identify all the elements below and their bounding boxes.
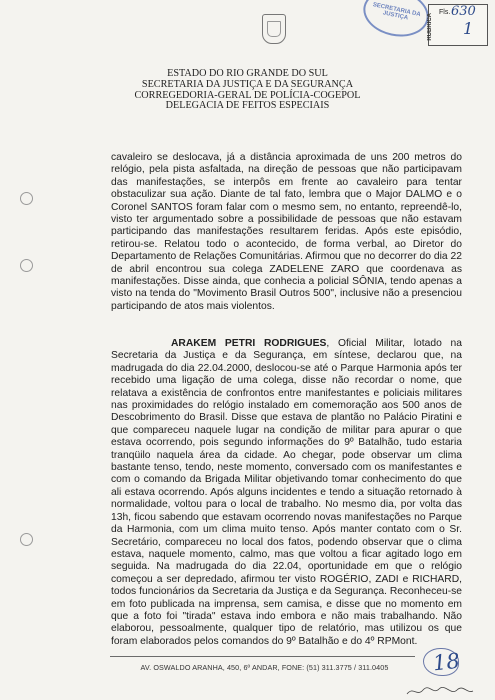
folio-stamp-side-text: RUBRICA	[427, 13, 433, 41]
page-number: 18	[431, 648, 461, 676]
footer-address: AV. OSWALDO ARANHA, 450, 6º ANDAR, FONE: (51) 311.3775 / 311.0405	[140, 663, 389, 672]
paragraph-2-text	[111, 338, 462, 648]
state-coat-of-arms-icon	[262, 14, 286, 44]
header-corregedoria: CORREGEDORIA-GERAL DE POLÍCIA-COGEPOL	[134, 89, 361, 101]
header-state: ESTADO DO RIO GRANDE DO SUL	[167, 68, 328, 79]
witness-statement: , Oficial Militar, lotado na Secretaria da Justiça e da Segurança, em síntese, declarou que, na madrugada do dia 22.04.2000, deslocou-se até o Parque Harmonia após ter recebido uma ligação de uma colega, disse não recordar o nome, que relatava a existência de confrontos entre manifestantes e policiais militares nas proximidades do relógio instalado em comemoração aos 500 anos de Descobrimento do Brasil. Disse que estava de plantão no Palácio Piratini e que compareceu naquele lugar na condição de militar para apurar o que estava ocorrendo, pois segundo informações do 9º Batalhão, tudo estaria tranqüilo naquela área da cidade. Ao chegar, pode observar um clima bastante tenso, tendo, neste momento, conversado com os manifestantes e com o comando da Brigada Militar objetivando tomar conhecimento do que ali estava ocorrendo. Após alguns incidentes e tendo a situação retornado à normalidade, voltou para o local de trabalho. No mesmo dia, por volta das 13h, ficou sabendo que estavam ocorrendo novas manifestações no Parque da Harmonia, com um clima muito tenso. Após manter contato com o Sr. Secretário, compareceu no local dos fatos, podendo observar que o clima estava, naquele momento, calmo, mas que voltou a ficar agitado logo em seguida. Na madrugada do dia 22.04, oportunidade em que o relógio começou a ser depredado, afirmou ter visto ROGÉRIO, ZADI e RICHARD, todos funcionários da Secretaria da Justiça e da Segurança. Reconheceu-se em foto publicada na imprensa, sem camisa, e disse que no momento em que a foto foi "tirada" estava indo embora e não mais trabalhando. Não elaborou, pessoalmente, qualquer tipo de relatório, mas utilizou os que foram elaborados pelos comandos do 9º Batalhão e do 4º RPMont.	[111, 338, 463, 647]
letterhead	[0, 69, 495, 112]
signature-scribble	[405, 684, 475, 698]
header-secretariat: SECRETARIA DA JUSTIÇA E DA SEGURANÇA	[141, 78, 354, 90]
folio-number: 630	[451, 4, 476, 19]
witness-name: ARAKEM PETRI RODRIGUES	[171, 338, 327, 349]
protocol-stamp-text: SECRETARIA DA JUSTIÇA	[372, 2, 422, 22]
punch-hole	[20, 259, 33, 272]
header-delegacia: DELEGACIA DE FEITOS ESPECIAIS	[165, 100, 330, 112]
punch-hole	[20, 192, 33, 205]
testimony-paragraph-2	[111, 338, 462, 648]
folio-label: Fls.	[439, 9, 451, 16]
paragraph-1-text: cavaleiro se deslocava, já a distância aproximada de uns 200 metros do relógio, pela pista asfaltada, na direção de pessoas que não participavam das manifestações, se interpôs em frente ao cavaleiro para tentar obstaculizar sua ação. Diante de tal fato, lembra que o Major DALMO e o Coronel SANTOS foram falar com o mesmo sem, no entanto, repreendê-lo, visto ter argumentado sobre a possibilidade de pessoas que não estavam participando das manifestações resultarem feridas. Após este episódio, retirou-se. Relatou todo o acontecido, de forma verbal, ao Diretor do Departamento de Relações Comunitárias. Afirmou que no decorrer do dia 22 de abril encontrou sua colega ZADELENE ZARO que coordenava as manifestações. Disse ainda, que conhecia a policial SÔNIA, tendo apenas a visto na tenda do "Movimento Brasil Outros 500", inclusive não a presenciou participando de atos mais violentos.	[111, 152, 462, 312]
side-mark	[478, 2, 492, 42]
testimony-paragraph-1	[111, 152, 462, 313]
punch-hole	[20, 533, 33, 546]
folio-number-secondary: 1	[463, 19, 474, 38]
footer-rule	[110, 656, 415, 657]
protocol-stamp	[359, 0, 433, 42]
